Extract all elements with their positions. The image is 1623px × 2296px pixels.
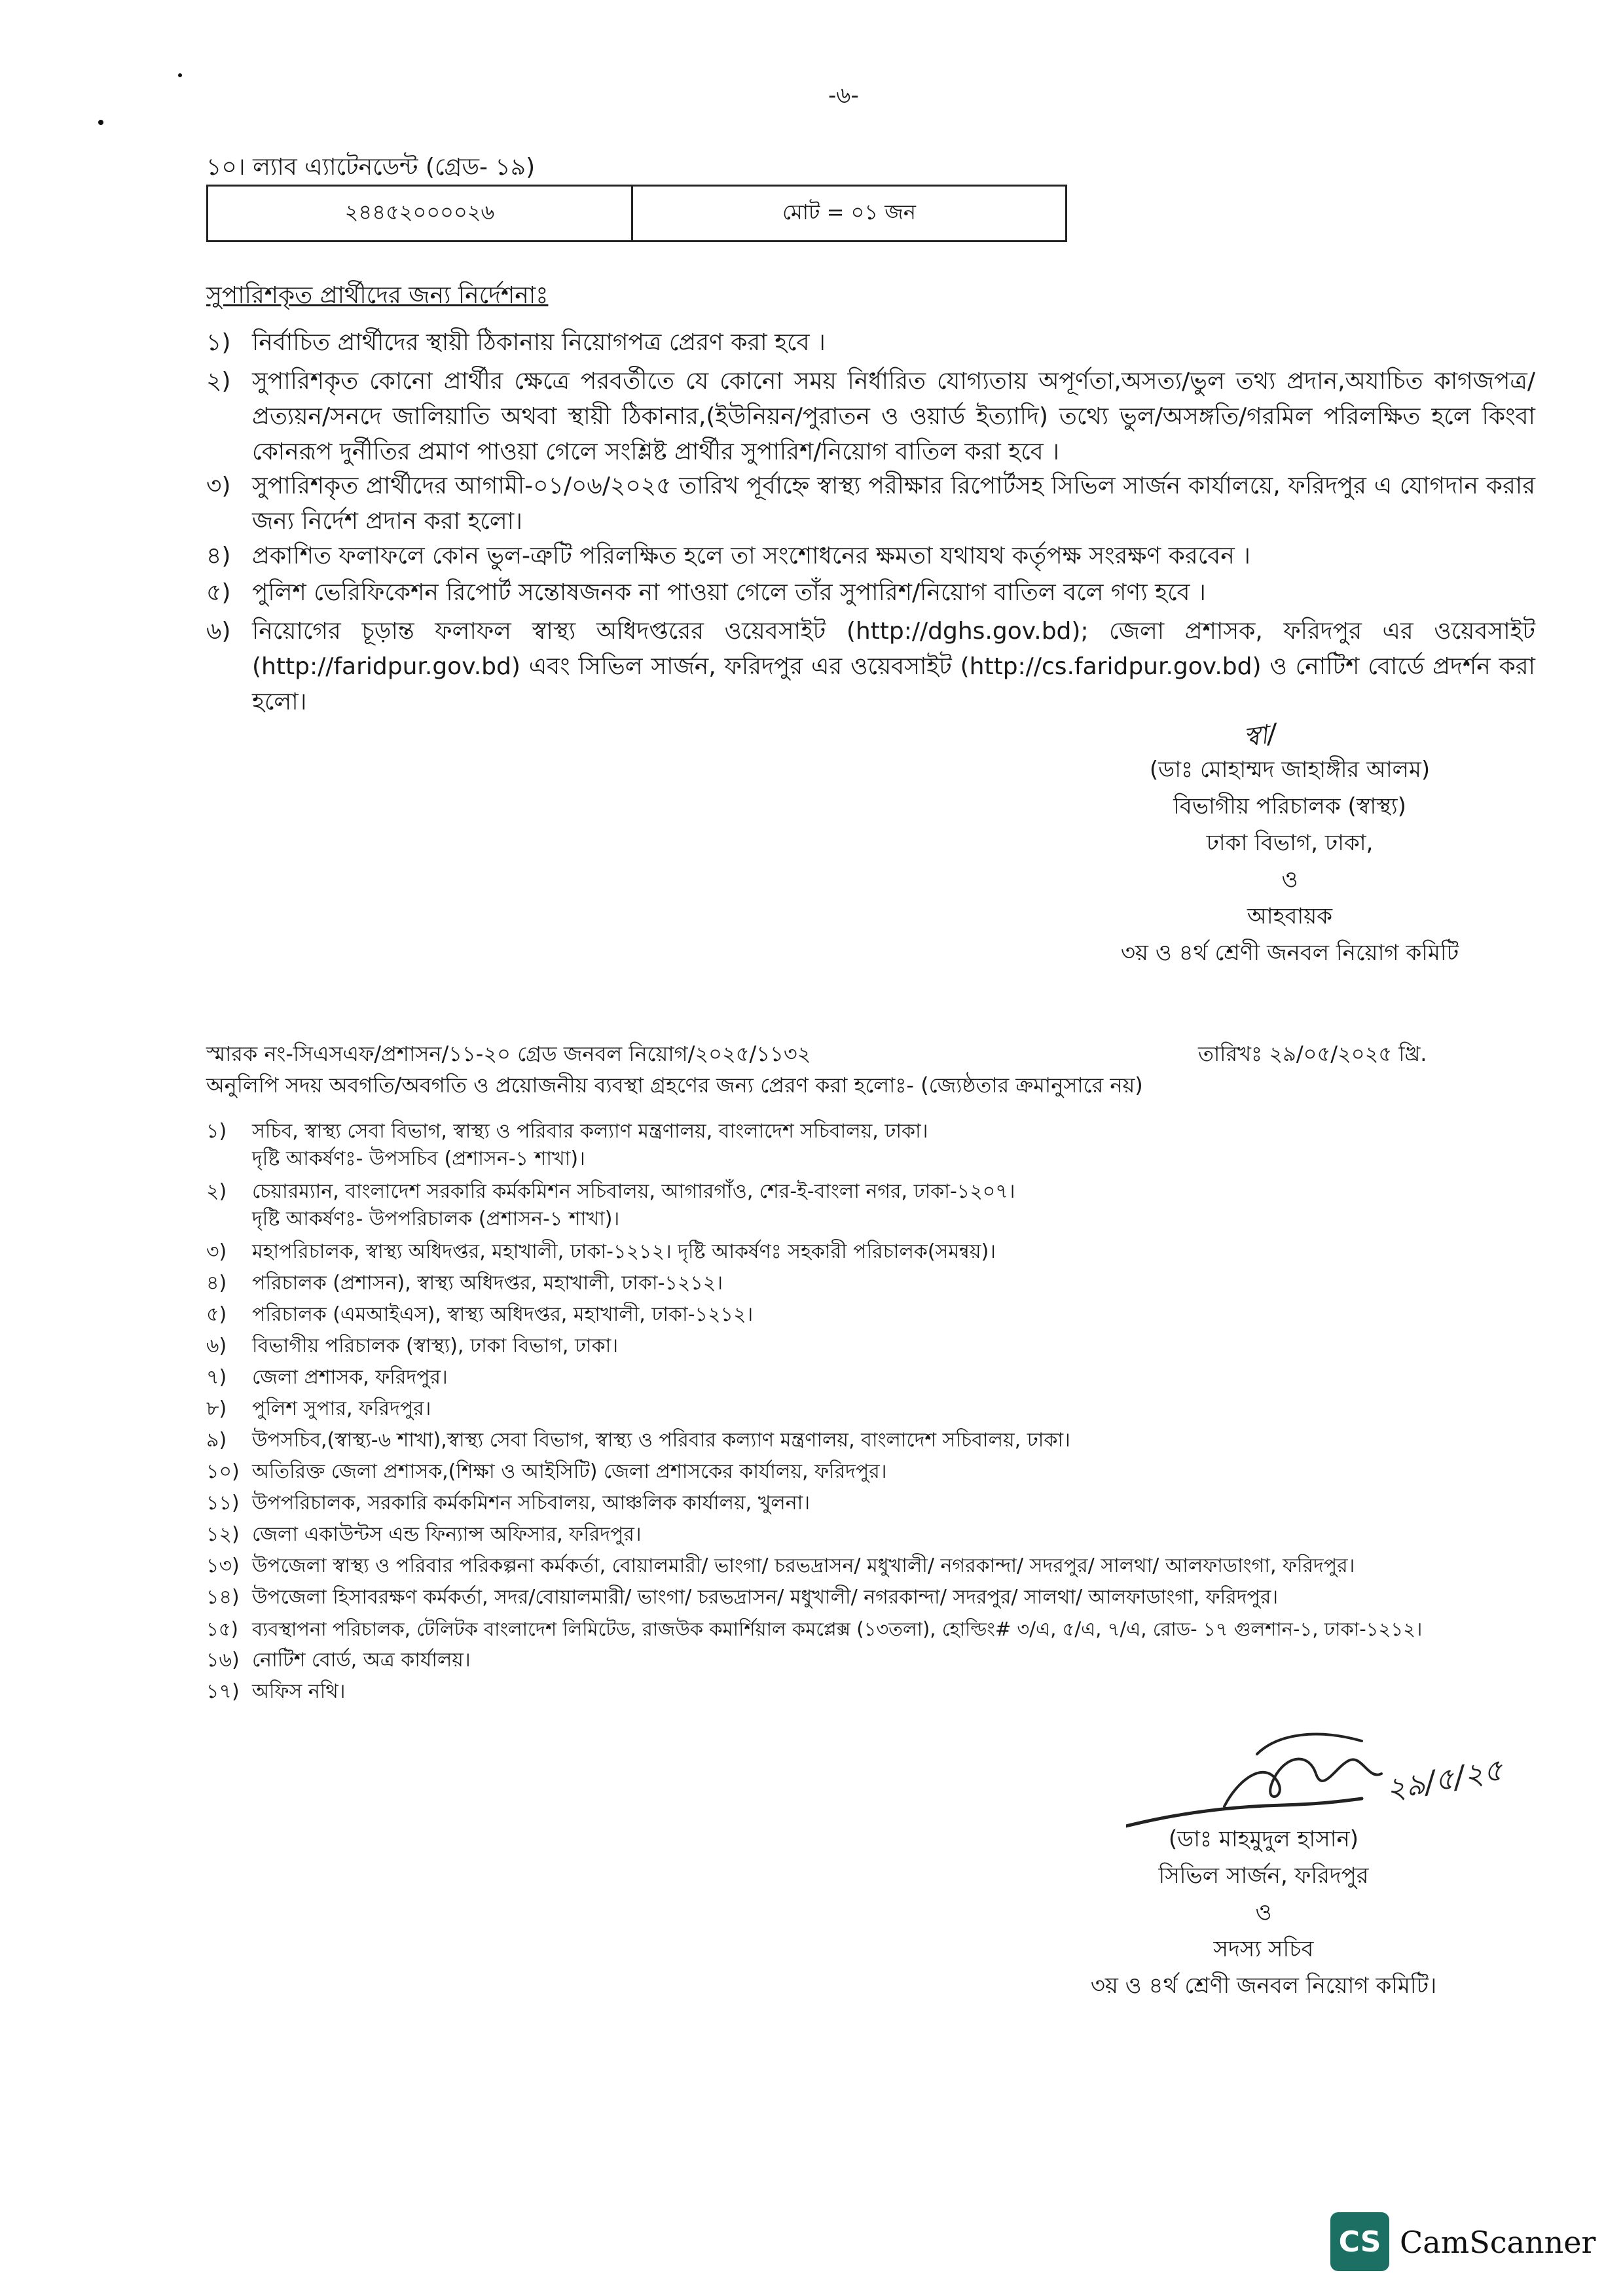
scan-speck bbox=[178, 73, 182, 77]
cc-line: জেলা প্রশাসক, ফরিদপুর। bbox=[252, 1366, 448, 1389]
cc-line: পুলিশ সুপার, ফরিদপুর। bbox=[252, 1397, 431, 1420]
cc-item bbox=[206, 1490, 810, 1517]
cc-item bbox=[206, 1364, 448, 1391]
instruction-item bbox=[206, 577, 1535, 609]
section-title: ১০। ল্যাব এ্যাটেনডেন্ট (গ্রেড- ১৯) bbox=[206, 154, 536, 181]
cc-line: অতিরিক্ত জেলা প্রশাসক,(শিক্ষা ও আইসিটি) জেলা প্রশাসকের কার্যালয়, ফরিদপুর। bbox=[252, 1460, 887, 1483]
instruction-text: সুপারিশকৃত প্রার্থীদের আগামী-০১/০৬/২০২৫ তারিখ পূর্বাহ্নে স্বাস্থ্য পরীক্ষার রিপোর্টসহ সিভিল সার্জন কার্যালয়ে, ফরিদপুর এ যোগদান করার জন্য নির্দেশ প্রদান করা হলো। bbox=[252, 473, 1535, 535]
signatory-designation: সিভিল সার্জন, ফরিদপুর bbox=[1158, 1863, 1369, 1889]
camscanner-logo-icon: CS bbox=[1330, 2212, 1389, 2271]
instruction-number: ১) bbox=[206, 329, 231, 356]
cc-number: ৮) bbox=[206, 1397, 227, 1420]
cc-line: নোটিশ বোর্ড, অত্র কার্যালয়। bbox=[252, 1649, 471, 1672]
cc-number: ৪) bbox=[206, 1272, 227, 1295]
cc-item bbox=[206, 1238, 996, 1266]
signatory-conjunction: ও bbox=[1281, 867, 1298, 893]
cc-number: ৭) bbox=[206, 1366, 227, 1389]
cc-line: অফিস নথি। bbox=[252, 1680, 346, 1703]
signatory-name: (ডাঃ মোহাম্মদ জাহাঙ্গীর আলম) bbox=[1149, 757, 1431, 783]
cc-item bbox=[206, 1647, 471, 1674]
cc-item bbox=[206, 1118, 928, 1173]
cc-item bbox=[206, 1678, 346, 1706]
cc-item bbox=[206, 1458, 886, 1486]
cc-number: ১৩) bbox=[206, 1554, 240, 1577]
signatory-conjunction: ও bbox=[1255, 1899, 1272, 1926]
scan-speck bbox=[98, 120, 103, 125]
cc-item bbox=[206, 1615, 1422, 1643]
cc-item bbox=[206, 1270, 723, 1297]
instruction-item bbox=[206, 469, 1535, 539]
cc-line: উপজেলা স্বাস্থ্য ও পরিবার পরিকল্পনা কর্মকর্তা, বোয়ালমারী/ ভাংগা/ চরভদ্রাসন/ মধুখালী/ নগরকান্দা/ সদরপুর/ সালথা/ আলফাডাংগা, ফরিদপুর। bbox=[252, 1554, 1355, 1577]
cc-line: জেলা একাউন্টস এন্ড ফিন্যান্স অফিসার, ফরিদপুর। bbox=[252, 1523, 642, 1546]
cc-number: ১০) bbox=[206, 1460, 240, 1483]
signatory-block-convener bbox=[1021, 751, 1558, 971]
cc-line: দৃষ্টি আকর্ষণঃ- উপসচিব (প্রশাসন-১ শাখা)। bbox=[252, 1147, 585, 1170]
instruction-text: নিয়োগের চূড়ান্ত ফলাফল স্বাস্থ্য অধিদপ্তরের ওয়েবসাইট (http://dghs.gov.bd); জেলা প্রশাসক, ফরিদপুর এর ওয়েবসাইট (http://faridpur.gov.bd) এবং সিভিল সার্জন, ফরিদপুর এর ওয়েবসাইট (http://cs.faridpur.gov.bd) ও নোটিশ বোর্ডে প্রদর্শন করা হলো। bbox=[252, 618, 1535, 715]
signatory-designation: বিভাগীয় পরিচালক (স্বাস্থ্য) bbox=[1173, 793, 1406, 819]
cc-item bbox=[206, 1427, 1070, 1454]
instruction-number: ৬) bbox=[206, 618, 231, 645]
signatory-committee: ৩য় ও ৪র্থ শ্রেণী জনবল নিয়োগ কমিটি। bbox=[1090, 1973, 1437, 1999]
memo-date: তারিখঃ ২৯/০৫/২০২৫ খ্রি. bbox=[1198, 1041, 1427, 1066]
instruction-number: ৪) bbox=[206, 543, 231, 569]
instruction-text: পুলিশ ভেরিফিকেশন রিপোর্ট সন্তোষজনক না পাওয়া গেলে তাঁর সুপারিশ/নিয়োগ বাতিল বলে গণ্য হবে । bbox=[252, 579, 1206, 606]
cc-item bbox=[206, 1395, 431, 1423]
instruction-text: নির্বাচিত প্রার্থীদের স্থায়ী ঠিকানায় নিয়োগপত্র প্রেরণ করা হবে । bbox=[252, 329, 826, 356]
cc-line: বিভাগীয় পরিচালক (স্বাস্থ্য), ঢাকা বিভাগ, ঢাকা। bbox=[252, 1335, 619, 1357]
camscanner-name: CamScanner bbox=[1400, 2225, 1596, 2260]
cc-item bbox=[206, 1178, 1015, 1233]
signatory-role: সদস্য সচিব bbox=[1213, 1936, 1314, 1962]
signatory-name: (ডাঃ মাহমুদুল হাসান) bbox=[1168, 1826, 1359, 1852]
signature-date: ২৯/৫/২৫ bbox=[1383, 1751, 1506, 1807]
cc-number: ৫) bbox=[206, 1303, 227, 1326]
cc-number: ২) bbox=[206, 1180, 227, 1203]
cc-item bbox=[206, 1521, 642, 1549]
cc-line: চেয়ারম্যান, বাংলাদেশ সরকারি কর্মকমিশন সচিবালয়, আগারগাঁও, শের-ই-বাংলা নগর, ঢাকা-১২০৭। bbox=[252, 1180, 1015, 1203]
roll-number-cell: ২৪৪৫২০০০০২৬ bbox=[208, 187, 633, 240]
cc-line: ব্যবস্থাপনা পরিচালক, টেলিটক বাংলাদেশ লিমিটেড, রাজউক কমার্শিয়াল কমপ্লেক্স (১৩তলা), হোল্ডিং# ৩/এ, ৫/এ, ৭/এ, রোড- ১৭ গুলশান-১, ঢাকা-১২১২। bbox=[252, 1618, 1423, 1640]
instruction-number: ২) bbox=[206, 368, 231, 395]
instructions-title: সুপারিশকৃত প্রার্থীদের জন্য নির্দেশনাঃ bbox=[206, 282, 549, 309]
cc-line: উপজেলা হিসাবরক্ষণ কর্মকর্তা, সদর/বোয়ালমারী/ ভাংগা/ চরভদ্রাসন/ মধুখালী/ নগরকান্দা/ সদরপুর/ সালথা/ আলফাডাংগা, ফরিদপুর। bbox=[252, 1586, 1279, 1609]
cc-item bbox=[206, 1552, 1355, 1580]
cc-line: পরিচালক (প্রশাসন), স্বাস্থ্য অধিদপ্তর, মহাখালী, ঢাকা-১২১২। bbox=[252, 1272, 723, 1295]
cc-line: দৃষ্টি আকর্ষণঃ- উপপরিচালক (প্রশাসন-১ শাখা)। bbox=[252, 1208, 620, 1230]
cc-number: ৯) bbox=[206, 1429, 227, 1452]
instruction-item bbox=[206, 614, 1535, 720]
cc-item bbox=[206, 1584, 1278, 1611]
cc-line: পরিচালক (এমআইএস), স্বাস্থ্য অধিদপ্তর, মহাখালী, ঢাকা-১২১২। bbox=[252, 1303, 754, 1326]
memo-number: স্মারক নং-সিএসএফ/প্রশাসন/১১-২০ গ্রেড জনবল নিয়োগ/২০২৫/১১৩২ bbox=[206, 1041, 811, 1066]
cc-intro: অনুলিপি সদয় অবগতি/অবগতি ও প্রয়োজনীয় ব্যবস্থা গ্রহণের জন্য প্রেরণ করা হলোঃ- (জ্যেষ্ঠতার ক্রমানুসারে নয়) bbox=[206, 1073, 1143, 1098]
cc-item bbox=[206, 1333, 618, 1360]
cc-number: ১৭) bbox=[206, 1680, 240, 1703]
instruction-number: ৩) bbox=[206, 473, 231, 499]
page-number: -৬- bbox=[828, 82, 859, 109]
cc-line: মহাপরিচালক, স্বাস্থ্য অধিদপ্তর, মহাখালী, ঢাকা-১২১২। দৃষ্টি আকর্ষণঃ সহকারী পরিচালক(সমন্বয়)। bbox=[252, 1240, 996, 1263]
instruction-text: প্রকাশিত ফলাফলে কোন ভুল-ত্রুটি পরিলক্ষিত হলে তা সংশোধনের ক্ষমতা যথাযথ কর্তৃপক্ষ সংরক্ষণ করবেন । bbox=[252, 543, 1251, 569]
cc-line: সচিব, স্বাস্থ্য সেবা বিভাগ, স্বাস্থ্য ও পরিবার কল্যাণ মন্ত্রণালয়, বাংলাদেশ সচিবালয়, ঢাকা। bbox=[252, 1120, 928, 1143]
total-count-cell: মোট = ০১ জন bbox=[782, 200, 917, 224]
signatory-committee: ৩য় ও ৪র্থ শ্রেণী জনবল নিয়োগ কমিটি bbox=[1120, 940, 1459, 966]
cc-number: ৩) bbox=[206, 1240, 227, 1263]
instruction-item bbox=[206, 541, 1535, 572]
instruction-item bbox=[206, 364, 1535, 470]
signatory-block-secretary bbox=[1034, 1821, 1493, 2004]
cc-number: ১৫) bbox=[206, 1618, 238, 1640]
cc-number: ৬) bbox=[206, 1335, 227, 1357]
signatory-office: ঢাকা বিভাগ, ঢাকা, bbox=[1206, 830, 1374, 856]
initial-signature: স্বা/ bbox=[1241, 718, 1279, 753]
instruction-text: সুপারিশকৃত কোনো প্রার্থীর ক্ষেত্রে পরবর্তীতে যে কোনো সময় নির্ধারিত যোগ্যতায় অপূর্ণতা,অসত্য/ভুল তথ্য প্রদান,অযাচিত কাগজপত্র/প্রত্যয়ন/সনদে জালিয়াতি অথবা স্থায়ী ঠিকানার,(ইউনিয়ন/পুরাতন ও ওয়ার্ড ইত্যাদি) তথ্যে ভুল/অসঙ্গতি/গরমিল পরিলক্ষিত হলে কিংবা কোনরূপ দুর্নীতির প্রমাণ পাওয়া গেলে সংশ্লিষ্ট প্রার্থীর সুপারিশ/নিয়োগ বাতিল করা হবে । bbox=[252, 368, 1535, 465]
cc-number: ১২) bbox=[206, 1523, 240, 1546]
cc-number: ১৪) bbox=[206, 1586, 240, 1609]
signatory-role: আহবায়ক bbox=[1247, 903, 1333, 929]
instruction-number: ৫) bbox=[206, 579, 231, 606]
cc-line: উপপরিচালক, সরকারি কর্মকমিশন সচিবালয়, আঞ্চলিক কার্যালয়, খুলনা। bbox=[252, 1492, 811, 1515]
cc-item bbox=[206, 1301, 753, 1329]
cc-number: ১৬) bbox=[206, 1649, 240, 1672]
cc-line: উপসচিব,(স্বাস্থ্য-৬ শাখা),স্বাস্থ্য সেবা বিভাগ, স্বাস্থ্য ও পরিবার কল্যাণ মন্ত্রণালয়, বাংলাদেশ সচিবালয়, ঢাকা। bbox=[252, 1429, 1070, 1452]
cc-number: ১) bbox=[206, 1120, 227, 1143]
instruction-item bbox=[206, 327, 1535, 359]
result-table bbox=[206, 185, 1067, 242]
cc-number: ১১) bbox=[206, 1492, 240, 1515]
